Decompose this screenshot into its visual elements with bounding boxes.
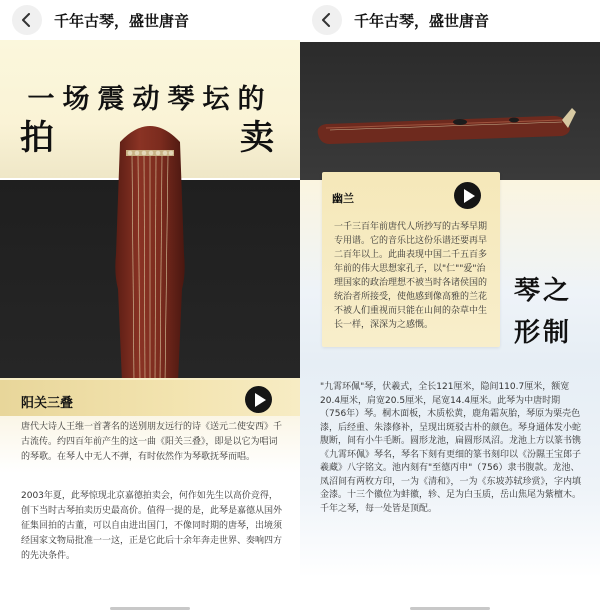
track-card bbox=[322, 172, 500, 347]
track-description: 一千三百年前唐代人所抄写的古琴早期专用谱。它的音乐比这份乐谱还要再早二百年以上。此曲表现中国二千五百多年前的伟大思想家孔子，以"仁""爱"治理国家的政治理想不被当时各诸侯国的统治者所接受，使他感到像高雅的兰花不被人们重视而只能在山间的杂草中生长一样，深深为之感慨。 bbox=[334, 222, 488, 330]
hero-headline: 一场震动琴坛的 bbox=[27, 84, 273, 115]
top-bar bbox=[0, 0, 300, 40]
right-screen bbox=[300, 0, 600, 616]
track-title: 阳关三叠 bbox=[21, 396, 74, 411]
track-description: 唐代大诗人王维一首著名的送别朋友远行的诗《送元二使安西》千古流传。约四百年前产生的这一曲《阳关三叠》，即是以它为唱词的琴歌。在琴人中无人不弹，有时依然作为琴歌抚琴而唱。 bbox=[21, 422, 283, 462]
guqin-image bbox=[98, 114, 202, 384]
hero-char-left: 拍 bbox=[20, 118, 54, 158]
play-icon[interactable] bbox=[454, 182, 481, 209]
guqin-side-photo bbox=[300, 42, 600, 180]
page-title: 千年古琴，盛世唐音 bbox=[54, 11, 190, 30]
play-icon[interactable] bbox=[245, 386, 272, 413]
section-title-line2: 形制 bbox=[514, 318, 573, 348]
top-bar bbox=[300, 0, 600, 40]
auction-description: 2003年夏，此琴惊现北京嘉德拍卖会，何作如先生以高价竞得，创下当时古琴拍卖历史最高价。值得一提的是，此琴是嘉德从国外征集回拍的古董，可以自由进出国门，不像同时期的唐琴，出境须经国家文物局批准一一这，正是它此后十余年奔走世界、奏响四方的先决条件。 bbox=[21, 491, 283, 561]
page-title: 千年古琴，盛世唐音 bbox=[354, 11, 490, 30]
home-indicator[interactable] bbox=[410, 607, 490, 610]
form-description: "九霄环佩"琴，伏羲式，全长121厘米，隐间110.7厘米，额宽20.4厘米，肩宽20.5厘米，尾宽14.4厘米。此琴为中唐时期（756年）琴。桐木面板，木质松黄，鹿角霜灰胎，琴原为栗壳色漆，后经重、朱漆修补，呈现出斑驳古朴的颜色。琴身通体发小蛇腹断，间有小牛毛断。圆形龙池，扁圆形凤沼。龙池上方以篆书镌《九霄环佩》琴名，琴名下刻有更细的篆书刻印以《汾隰王宝郎子羲藏》八字铭文。池内刻有"至德丙申"（756）隶书腹款。龙池、凤沼间有两枚方印，一为《清和》，一为《东坡苏轼珍赏》，字内填金漆。十三个徽位为蚌徽，轸、足为白玉质，岳山焦尾为紫檀木。千年之琴，每一处皆是顶配。 bbox=[320, 382, 582, 514]
track-title: 幽兰 bbox=[332, 192, 354, 205]
hero-char-right: 卖 bbox=[240, 118, 274, 158]
section-title-line1: 琴之 bbox=[514, 276, 573, 306]
home-indicator[interactable] bbox=[110, 607, 190, 610]
back-arrow-icon[interactable] bbox=[312, 5, 342, 35]
back-arrow-icon[interactable] bbox=[12, 5, 42, 35]
